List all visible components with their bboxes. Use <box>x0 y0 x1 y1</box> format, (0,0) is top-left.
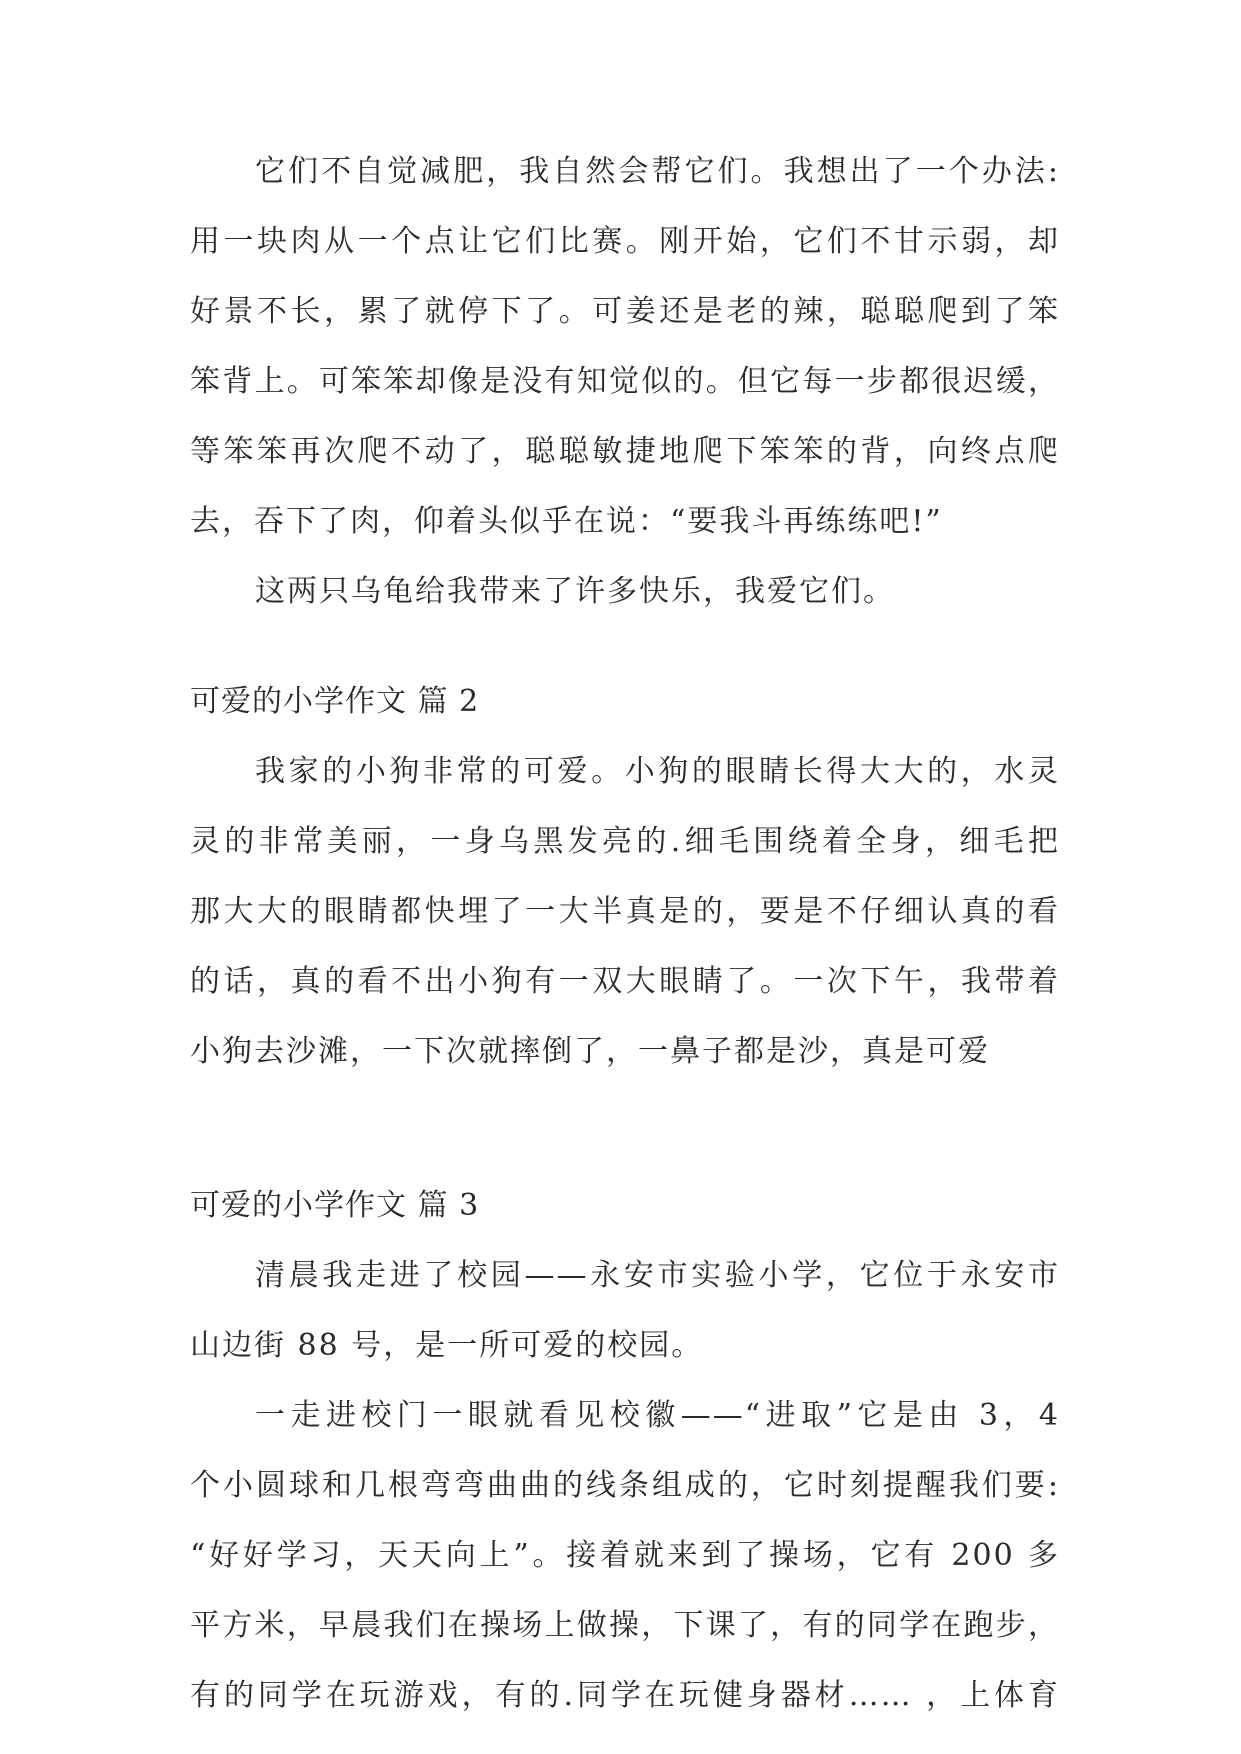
section-heading: 可爱的小学作文 篇 2 <box>190 684 480 719</box>
paragraph-line: 平方米，早晨我们在操场上做操，下课了，有的同学在跑步， <box>190 1608 1060 1643</box>
paragraph-line: 小狗去沙滩，一下次就摔倒了，一鼻子都是沙，真是可爱 <box>190 1034 990 1069</box>
section-heading: 可爱的小学作文 篇 3 <box>190 1188 480 1223</box>
paragraph-line: 它们不自觉减肥，我自然会帮它们。我想出了一个办法: <box>255 154 1060 189</box>
paragraph-line: 的话，真的看不出小狗有一双大眼睛了。一次下午，我带着 <box>190 964 1060 999</box>
paragraph-line: 这两只乌龟给我带来了许多快乐，我爱它们。 <box>255 574 895 609</box>
paragraph-line: 灵的非常美丽，一身乌黑发亮的.细毛围绕着全身，细毛把 <box>190 824 1060 859</box>
paragraph-line: 有的同学在玩游戏，有的.同学在玩健身器材…… ，上体育 <box>190 1678 1060 1713</box>
paragraph-line: “好好学习，天天向上”。接着就来到了操场，它有 200 多 <box>190 1538 1060 1573</box>
paragraph-line: 用一块肉从一个点让它们比赛。刚开始，它们不甘示弱，却 <box>190 224 1060 259</box>
paragraph-line: 山边街 88 号，是一所可爱的校园。 <box>190 1328 704 1363</box>
paragraph-line: 好景不长，累了就停下了。可姜还是老的辣，聪聪爬到了笨 <box>190 294 1060 329</box>
paragraph-line: 我家的小狗非常的可爱。小狗的眼睛长得大大的，水灵 <box>255 754 1060 789</box>
paragraph-line: 等笨笨再次爬不动了，聪聪敏捷地爬下笨笨的背，向终点爬 <box>190 434 1060 469</box>
paragraph-line: 个小圆球和几根弯弯曲曲的线条组成的，它时刻提醒我们要: <box>190 1468 1060 1503</box>
paragraph-line: 清晨我走进了校园——永安市实验小学，它位于永安市 <box>255 1258 1060 1293</box>
paragraph-line: 一走进校门一眼就看见校徽——“进取”它是由 3，4 <box>255 1398 1060 1433</box>
paragraph-line: 那大大的眼睛都快埋了一大半真是的，要是不仔细认真的看 <box>190 894 1060 929</box>
paragraph-line: 笨背上。可笨笨却像是没有知觉似的。但它每一步都很迟缓， <box>190 364 1060 399</box>
paragraph-line: 去，吞下了肉，仰着头似乎在说：“要我斗再练练吧!” <box>190 504 943 539</box>
